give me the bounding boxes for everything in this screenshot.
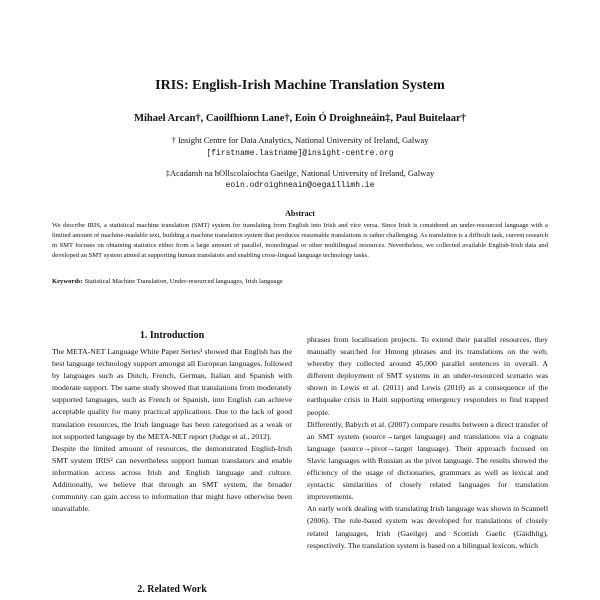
section-related-work-heading: 2. Related Work: [137, 584, 207, 595]
related-paragraph-1: phrases from localisation projects. To extend their parallel resources, they manually searched for Hmong phrases and its translations on the web, whereby they collected around 45,000 parallel sentences in overall. A different deployment of SMT systems in an under-resourced scenario was shown in Lewis et al. (2011) and Lewis (2010) as a consequence of the earthquake crisis in Haiti supporting emergency responders to find trapped people.: [307, 335, 548, 417]
affiliation-acadamh: ‡Acadamh na hOllscolaíochta Gaeilge, National University of Ireland, Galway: [165, 168, 435, 178]
abstract-heading: Abstract: [285, 209, 315, 218]
paper-title: IRIS: English-Irish Machine Translation System: [155, 78, 445, 93]
intro-paragraph-2: Despite the limited amount of resources, the demonstrated English-Irish SMT system IRIS² can nevertheless support human translators and enable information access across Irish and English language and culture. Additionally, we believe that through an SMT system, the broader community can gain access to information that might have otherwise been unavailable.: [52, 443, 292, 514]
email-acadamh: eoin.odroighneain@oegaillimh.ie: [225, 181, 375, 190]
related-paragraph-3: An early work dealing with translating Irish language was shown in Scannell (2006). The rule-based system was developed for translations of closely related languages, Irish (Gaeilge) and Scottish Gaelic (Gàidhlig), respectively. The translation system is based on a bilingual lexicon, which: [307, 504, 548, 550]
section-introduction-heading: 1. Introduction: [139, 330, 205, 341]
keywords-text: Statistical Machine Translation, Under-resourced languages, Irish language: [84, 278, 283, 285]
intro-paragraph-1: The META-NET Language White Paper Series¹ showed that English has the best language technology support amongst all European languages, followed by languages such as Dutch, French, German, Italian and Spanish with moderate support. The same study showed that translations from moderately supported languages, such as French or Spanish, into English can achieve acceptable quality for many practical applications. Due to the lack of good translation resources, the Irish language has been categorised as a weak or not supported language by the META-NET report (Judge et al., 2012).: [52, 347, 292, 441]
abstract-text: We describe IRIS, a statistical machine translation (SMT) system for translating from English into Irish and vice versa. Since Irish is considered an under-resourced language with a limited amount of machine-readable text, building a machine translation system that produces reasonable translations is rather challenging. As translation is a difficult task, current research in SMT focuses on obtaining statistics either from a large amount of parallel, monolingual or other multilingual resources. Nevertheless, we collected available English-Irish data and developed an SMT system aimed at supporting human translators and enabling cross-lingual language technology tasks.: [52, 222, 548, 259]
keywords: [52, 278, 548, 285]
affiliation-insight: † Insight Centre for Data Analytics, National University of Ireland, Galway: [171, 135, 429, 145]
left-column: [52, 346, 292, 515]
related-paragraph-2: Differently, Babych et al. (2007) compare results between a direct transfer of an SMT system (source→target language) and translations via a cognate language (source→pivot→target language). Their approach focused on Slavic languages with Russian as the pivot language. The results showed the efficiency of the usage of dictionaries, grammars as well as lexical and syntactic similarities of closely related languages for translation improvements.: [307, 419, 548, 502]
email-insight: [firstname.lastname]@insight-centre.org: [206, 149, 394, 158]
keywords-label: Keywords:: [52, 278, 83, 285]
author-list: Mihael Arcan†, Caoilfhionn Lane†, Eoin Ó Droighneáin‡, Paul Buitelaar†: [134, 113, 466, 124]
right-column: [307, 334, 548, 552]
